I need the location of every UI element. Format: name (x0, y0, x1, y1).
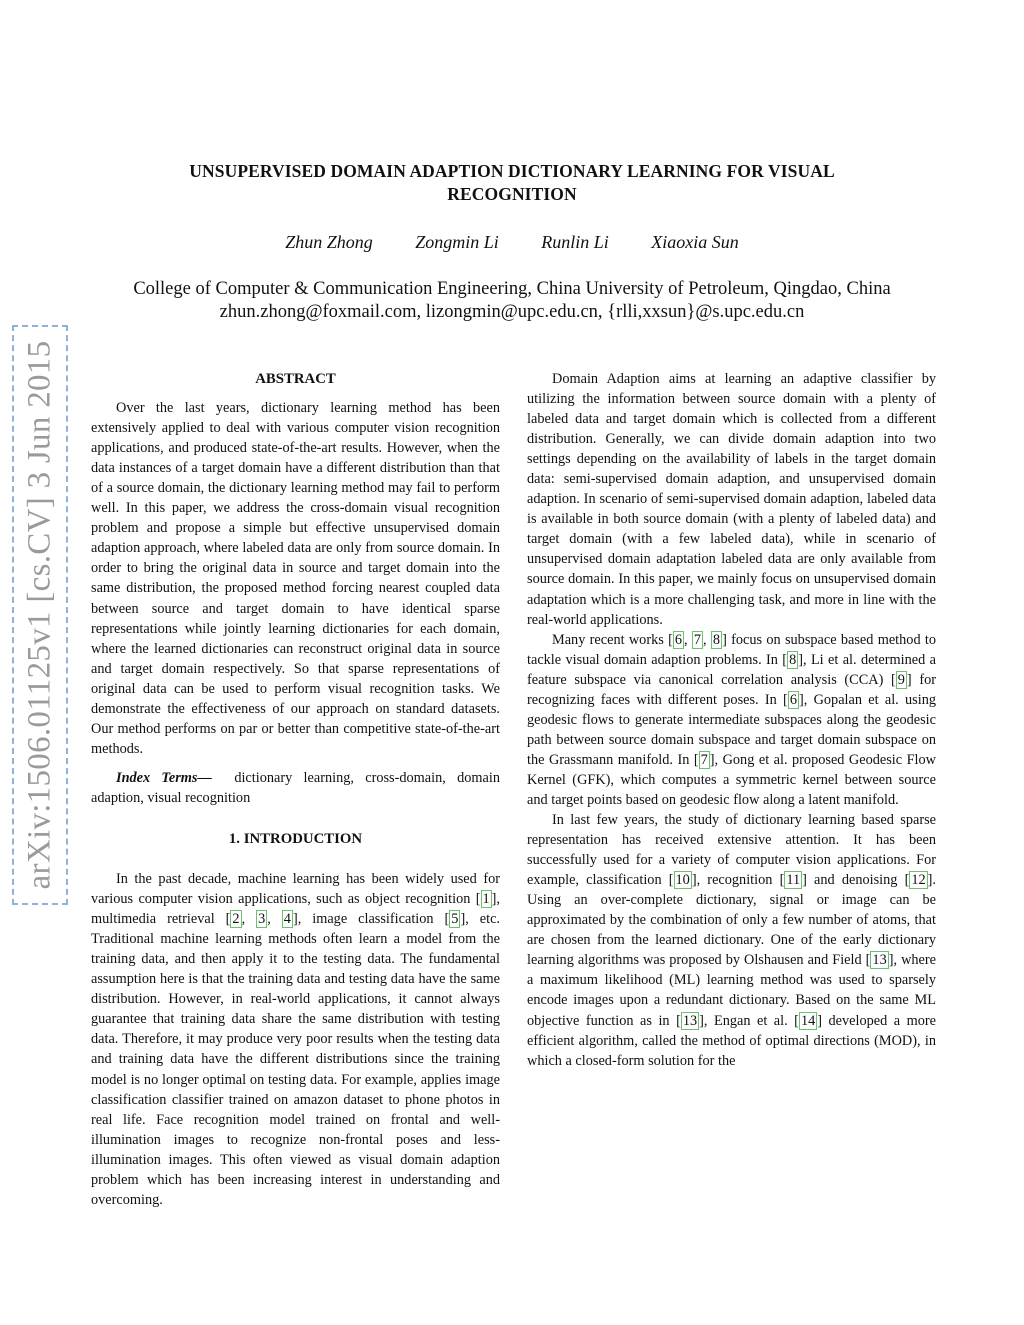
arxiv-identifier-stamp[interactable] (12, 325, 68, 905)
citation-link[interactable]: 10 (675, 872, 690, 889)
text-run: , (267, 911, 282, 928)
citation-link[interactable]: 7 (693, 631, 702, 648)
citation-link[interactable]: 8 (789, 651, 797, 668)
index-terms (91, 768, 500, 808)
affiliation: College of Computer & Communication Engineering, China University of Petroleum, Qingdao, China (133, 279, 891, 299)
text-run: , (684, 631, 692, 648)
citation-link[interactable]: 13 (682, 1012, 698, 1029)
citation-link[interactable]: 14 (800, 1012, 816, 1029)
citation-link[interactable]: 4 (283, 911, 291, 928)
title-line-2: RECOGNITION (447, 184, 577, 204)
author-list (90, 231, 934, 253)
text-run: ], Gong et al. proposed Geodesic Flow Kernel (GFK), which computes a symmetric kernel between source and target points based on geodesic flow along a latent manifold. (527, 751, 937, 808)
citation-link[interactable]: 11 (786, 872, 801, 889)
right-column (527, 369, 936, 1071)
citation-link[interactable]: 9 (897, 671, 905, 688)
author-name: Xiaoxia Sun (651, 232, 739, 252)
author-name: Runlin Li (541, 232, 609, 252)
text-run: ], etc. Traditional machine learning methods often learn a model from the training data, and then apply it to the testing data. The fundamental assumption here is that the training data and testing data have the same distribution. However, in real-world applications, it cannot always guarantee that training data share the same distribution with testing data. Therefore, it may produce very poor results when the testing data and training data have the different distributions since the training model is no longer optimal on testing data. For example, applies image classification classifier trained on amazon dataset to phone photos in real life. Face recognition model trained on frontal and well-illumination images to recognize non-frontal poses and less-illumination images. This often viewed as visual domain adaption problem which has been increasing interest in understanding and overcoming. (91, 911, 500, 1208)
introduction-heading: 1. INTRODUCTION (228, 830, 363, 847)
abstract-text: Over the last years, dictionary learning method has been extensively applied to deal with various computer vision recognition applications, and produced state-of-the-art results. However, when the data instances of a target domain have a different distribution than that of a source domain, the dictionary learning method may fail to perform well. In this paper, we address the cross-domain visual recognition problem and propose a simple but effective unsupervised domain adaption approach, where labeled data are only from source domain. In order to bring the original data in source and target domain into the same distribution, the proposed method forcing nearest coupled data between source and target domain to have identical sparse representations while jointly learning dictionaries for each domain, where the learned dictionaries can reconstruct original data in source and target domain respectively. So that sparse representations of original data can be used to perform visual recognition tasks. We demonstrate the effectiveness of our approach on standard datasets. Our method performs on par or better than competitive state-of-the-art methods. (91, 400, 500, 757)
citation-link[interactable]: 6 (674, 631, 683, 648)
text-run: ], where a maximum likelihood (ML) learning method was used to sparsely encode images upon a redundant dictionary. Based on the same ML objective function as in [ (527, 952, 936, 1029)
citation-link[interactable]: 7 (700, 751, 708, 768)
left-column (91, 369, 500, 1210)
text-run: ], multimedia retrieval [ (91, 891, 500, 928)
text-run: ], image classification [ (292, 911, 450, 928)
text-run: ] developed a more efficient algorithm, called the method of optimal directions (MOD), in which a closed-form solution for the (527, 1012, 936, 1069)
author-name: Zongmin Li (415, 232, 499, 252)
text-run: In the past decade, machine learning has been widely used for various computer vision applications, such as object recognition [ (91, 871, 500, 908)
text-run: ], Li et al. determined a feature subspace via canonical correlation analysis (CCA) [ (527, 651, 936, 688)
citation-link[interactable]: 6 (789, 691, 797, 708)
text-run: Many recent works [ (552, 631, 673, 648)
citation-link[interactable]: 13 (872, 952, 887, 969)
citation-link[interactable]: 1 (482, 891, 490, 908)
citation-link[interactable]: 2 (232, 911, 240, 928)
text-run: , (703, 631, 711, 648)
citation-link[interactable]: 8 (712, 631, 721, 648)
text-run: ] focus on subspace based method to tackle visual domain adaption problems. In [ (527, 631, 937, 668)
text-run: ] and denoising [ (802, 872, 910, 889)
affiliation-block (60, 278, 964, 324)
author-emails: zhun.zhong@foxmail.com, lizongmin@upc.edu.cn, {rlli,xxsun}@s.upc.edu.cn (219, 302, 805, 322)
citation-link[interactable]: 5 (451, 911, 459, 928)
citation-link[interactable]: 12 (911, 872, 926, 889)
paper-title (90, 160, 934, 206)
author-name: Zhun Zhong (285, 232, 373, 252)
index-terms-text: dictionary learning, cross-domain, domain adaption, visual recognition (91, 769, 501, 806)
title-line-1: UNSUPERVISED DOMAIN ADAPTION DICTIONARY LEARNING FOR VISUAL (189, 161, 835, 181)
arxiv-identifier: arXiv:1506.01125v1 [cs.CV] 3 Jun 2015 (21, 340, 58, 890)
text-run: , (241, 911, 257, 928)
text-run: ], Engan et al. [ (699, 1012, 799, 1029)
text-run: ], recognition [ (691, 872, 785, 889)
intro-paragraph-4 (527, 810, 936, 1071)
text-run: ], Gopalan et al. using geodesic flows to generate intermediate subspaces along the geodesic path between source domain subspace and target domain subspace on the Grassmann manifold. In [ (527, 691, 936, 768)
text-run: In last few years, the study of dictionary learning based sparse representation has received extensive attention. It has been successfully used for a variety of computer vision applications. For example, classification [ (527, 812, 936, 889)
intro-paragraph-2: Domain Adaption aims at learning an adaptive classifier by utilizing the information between source domain with a plenty of labeled data and target domain which is collected from a different distribution. Generally, we can divide domain adaption into two settings depending on the availability of labels in the target domain data: semi-supervised domain adaption, and unsupervised domain adaption. In scenario of semi-supervised domain adaption, labeled data is available in both source domain (with a plenty of labeled data) and target domain (with a few labeled data), while in scenario of unsupervised domain adaptation labeled data are only available from source domain. In this paper, we mainly focus on unsupervised domain adaptation which is a more challenging task, and more in line with the real-world applications. (527, 371, 936, 628)
abstract-heading: ABSTRACT (255, 371, 336, 387)
text-run: ] for recognizing faces with different poses. In [ (527, 671, 936, 708)
text-run: ]. Using an over-complete dictionary, signal or image can be approximated by the combination of only a few number of atoms, that are chosen from the learned dictionary. One of the early dictionary learning algorithms was proposed by Olshausen and Field [ (527, 872, 937, 969)
intro-paragraph-1 (91, 869, 500, 1210)
citation-link[interactable]: 3 (258, 911, 266, 928)
index-terms-label: Index Terms— (116, 769, 212, 786)
intro-paragraph-3 (527, 630, 936, 810)
